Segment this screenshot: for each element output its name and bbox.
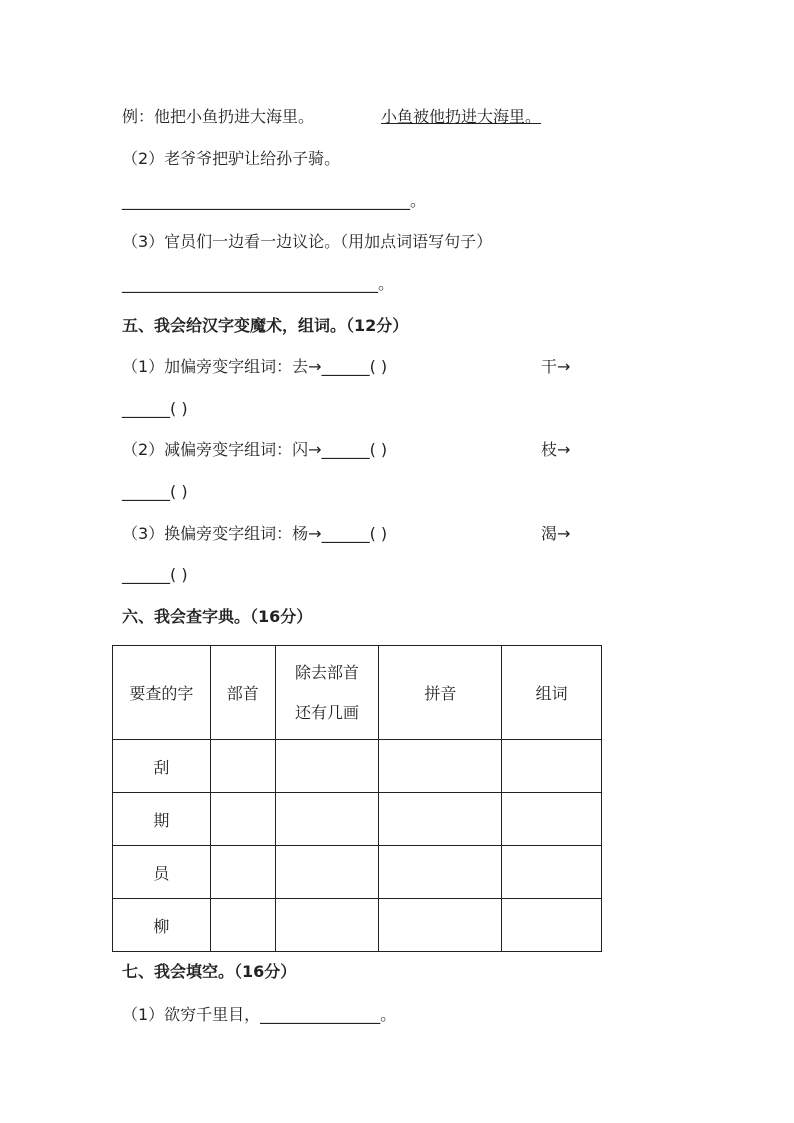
pinyin-cell[interactable] <box>379 846 502 899</box>
row-char: 员 <box>113 846 211 899</box>
radical-cell[interactable] <box>210 846 275 899</box>
header-word: 组词 <box>502 646 602 740</box>
question-2-blank: ____________________________________。 <box>122 191 427 210</box>
section-5-item-3-right: 渴→ <box>541 524 571 543</box>
question-3-blank: ________________________________。 <box>122 274 395 293</box>
question-2-prompt: （2）老爷爷把驴让给孙子骑。 <box>122 149 341 168</box>
question-3-prompt: （3）官员们一边看一边议论。（用加点词语写句子） <box>122 232 493 251</box>
example-answer: 小鱼被他扔进大海里。 <box>381 107 542 126</box>
section-5-item-2-right: 枝→ <box>541 440 571 459</box>
dictionary-table <box>112 645 602 952</box>
table-row <box>113 846 602 899</box>
section-5-item-3: （3）换偏旁变字组词：杨→______( ) <box>122 524 388 543</box>
header-char: 要查的字 <box>113 646 211 740</box>
section-5-item-2: （2）减偏旁变字组词：闪→______( ) <box>122 440 388 459</box>
header-strokes-line-1: 除去部首 <box>295 662 360 682</box>
section-5-title: 五、我会给汉字变魔术，组词。（12分） <box>122 316 409 335</box>
row-char: 期 <box>113 793 211 846</box>
table-header-row <box>113 646 602 740</box>
radical-cell[interactable] <box>210 899 275 952</box>
row-char: 柳 <box>113 899 211 952</box>
word-cell[interactable] <box>502 793 602 846</box>
strokes-cell[interactable] <box>275 846 379 899</box>
section-5-item-2-second: ______( ) <box>122 482 188 501</box>
section-5-item-3-second: ______( ) <box>122 565 188 584</box>
word-cell[interactable] <box>502 899 602 952</box>
section-6-title: 六、我会查字典。（16分） <box>122 607 313 626</box>
header-strokes-line-2: 还有几画 <box>295 702 360 722</box>
radical-cell[interactable] <box>210 793 275 846</box>
example-line <box>122 106 314 128</box>
section-5-item-1-right: 干→ <box>541 357 571 376</box>
strokes-cell[interactable] <box>275 740 379 793</box>
table-row <box>113 740 602 793</box>
section-7-title: 七、我会填空。（16分） <box>122 962 297 981</box>
pinyin-cell[interactable] <box>379 740 502 793</box>
pinyin-cell[interactable] <box>379 899 502 952</box>
example-prefix: 例：他把小鱼扔进大海里。 <box>122 107 315 126</box>
header-strokes <box>275 646 379 740</box>
strokes-cell[interactable] <box>275 793 379 846</box>
section-5-item-1: （1）加偏旁变字组词：去→______( ) <box>122 357 388 376</box>
header-pinyin: 拼音 <box>379 646 502 740</box>
section-5-item-1-second: ______( ) <box>122 399 188 418</box>
radical-cell[interactable] <box>210 740 275 793</box>
header-radical: 部首 <box>210 646 275 740</box>
row-char: 刮 <box>113 740 211 793</box>
table-row <box>113 899 602 952</box>
word-cell[interactable] <box>502 846 602 899</box>
strokes-cell[interactable] <box>275 899 379 952</box>
pinyin-cell[interactable] <box>379 793 502 846</box>
section-7-question-1: （1）欲穷千里目，_______________。 <box>122 1005 397 1024</box>
table-row <box>113 793 602 846</box>
word-cell[interactable] <box>502 740 602 793</box>
